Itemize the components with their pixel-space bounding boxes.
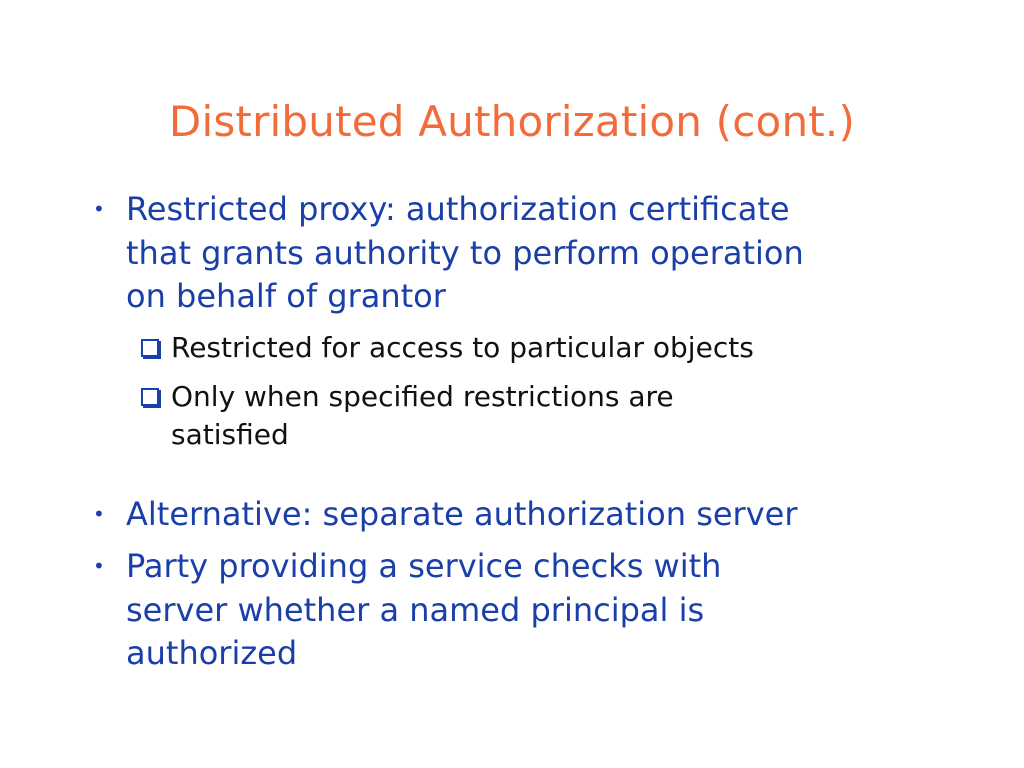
bullet-line: Restricted proxy: authorization certificate	[126, 190, 790, 228]
bullet-item	[93, 493, 926, 537]
bullet-line: authorized	[126, 634, 298, 672]
slide-title: Distributed Authorization (cont.)	[168, 97, 856, 146]
bullet-line: server whether a named principal is	[126, 590, 705, 629]
sub-bullet-item	[171, 378, 911, 454]
sub-bullet-item	[171, 329, 911, 367]
sub-bullet-line: Restricted for access to particular objects	[171, 331, 754, 364]
bullet-item	[93, 545, 926, 676]
bullet-line: on behalf of grantor	[126, 277, 446, 315]
round-bullet-icon: •	[93, 197, 105, 221]
bullet-line: that grants authority to perform operation	[126, 233, 804, 272]
sub-bullet-line: satisfied	[171, 418, 289, 451]
sub-bullet-line: Only when specified restrictions are	[171, 380, 674, 413]
bullet-line: Party providing a service checks with	[126, 547, 722, 585]
checkbox-icon	[141, 388, 159, 406]
checkbox-icon	[141, 339, 159, 357]
round-bullet-icon: •	[93, 554, 105, 578]
bullet-item	[93, 188, 926, 319]
round-bullet-icon: •	[93, 502, 105, 526]
bullet-line: Alternative: separate authorization server	[126, 495, 798, 533]
